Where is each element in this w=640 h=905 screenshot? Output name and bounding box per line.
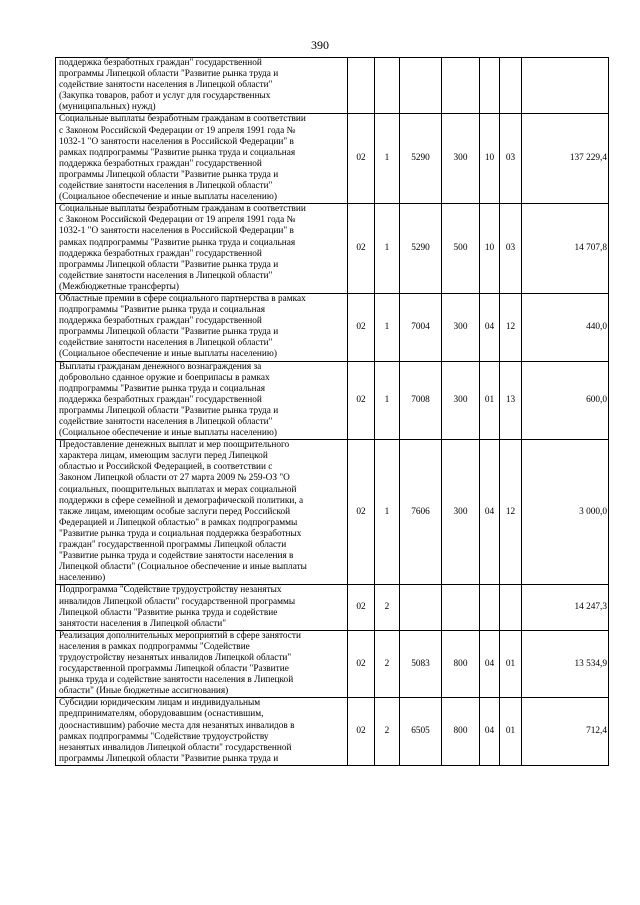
amount-cell: 3 000,0 [522, 440, 609, 585]
item-name-line: содействие занятости населения в Липецкой области" [59, 417, 273, 427]
expense-type-cell [442, 585, 480, 630]
item-name-line: государственной программы Липецкой области "Развитие [59, 664, 289, 675]
item-name-line: Липецкой области "Развитие рынка труда и содействие [59, 607, 278, 618]
item-name-line: Социальные выплаты безработным гражданам в соответствии [59, 114, 306, 125]
item-name-line: (Межбюджетные трансферты) [59, 281, 180, 292]
item-name-line: населения в рамках подпрограммы "Содействие [59, 641, 250, 652]
amount-cell: 137 229,4 [522, 114, 609, 204]
expense-type-cell: 300 [442, 361, 480, 440]
item-name-line: поддержка безработных граждан" государственной [59, 58, 262, 68]
table-row [56, 58, 609, 114]
item-name-line: Федерацией и Липецкой областью" в рамках подпрограммы [59, 517, 298, 528]
page-number: 390 [311, 38, 329, 52]
item-name-line: (Закупка товаров, работ и услуг для государственных [59, 91, 271, 102]
table-row [56, 293, 609, 361]
section-cell: 04 [480, 698, 500, 766]
item-name-line: программы Липецкой области "Развитие рынка труда и [59, 69, 279, 80]
item-name-cell [56, 440, 348, 585]
item-name-line: Законом Липецкой области от 27 марта 2009 № 259-ОЗ "О [59, 473, 290, 484]
main-event-code-cell: 6505 [400, 698, 442, 766]
table-row [56, 630, 609, 698]
item-name-line: рамках подпрограммы "Развитие рынка труда и социальная [59, 237, 296, 248]
item-name-line: содействие занятости населения в Липецкой области" [59, 181, 273, 192]
subsection-cell: 12 [500, 293, 522, 361]
section-cell [480, 585, 500, 630]
item-name-line: трудоустройству незанятых инвалидов Липецкой области" [59, 652, 292, 663]
item-name-line: граждан" государственной программы Липецкой области [59, 540, 287, 551]
section-cell [480, 58, 500, 114]
subsection-cell [500, 58, 522, 114]
table-row [56, 585, 609, 630]
item-name-line: "Развитие рынка труда и социальная поддержка безработных [59, 528, 302, 539]
section-cell: 01 [480, 361, 500, 440]
item-name-line: содействие занятости населения в Липецкой области" [59, 270, 273, 281]
subsection-cell [500, 585, 522, 630]
item-name-line: рамках подпрограммы "Развитие рынка труда и социальная [59, 147, 296, 158]
item-name-cell [56, 114, 348, 204]
item-name-cell [56, 585, 348, 630]
budget-table-body [56, 58, 609, 766]
program-code-cell [348, 58, 375, 114]
amount-cell: 600,0 [522, 361, 609, 440]
expense-type-cell: 300 [442, 293, 480, 361]
expense-type-cell [442, 58, 480, 114]
subsection-cell: 01 [500, 698, 522, 766]
item-name-line: 1032-1 "О занятости населения в Российской Федерации" в [59, 226, 294, 237]
item-name-line: программы Липецкой области "Развитие рынка труда и [59, 405, 279, 416]
program-code-cell: 02 [348, 361, 375, 440]
item-name-line: Предоставление денежных выплат и мер поощрительного [59, 440, 290, 451]
section-cell: 04 [480, 630, 500, 698]
section-cell: 04 [480, 440, 500, 585]
amount-cell [522, 58, 609, 114]
main-event-code-cell: 7606 [400, 440, 442, 585]
item-name-line: программы Липецкой области "Развитие рынка труда и [59, 753, 279, 764]
section-cell: 10 [480, 204, 500, 294]
expense-type-cell: 300 [442, 114, 480, 204]
program-code-cell: 02 [348, 698, 375, 766]
item-name-line: рамках подпрограммы "Содействие трудоустройству [59, 731, 269, 742]
item-name-line: поддержки в сфере семейной и демографической политики, а [59, 495, 304, 506]
subsection-cell: 03 [500, 204, 522, 294]
item-name-line: Субсидии юридическим лицам и индивидуальным [59, 698, 261, 709]
item-name-cell [56, 293, 348, 361]
item-name-cell [56, 630, 348, 698]
item-name-line: Выплаты гражданам денежного вознаграждения за [59, 361, 262, 372]
item-name-line: добровольно сданное оружие и боеприпасы в рамках [59, 372, 270, 383]
item-name-cell [56, 698, 348, 766]
subprogram-code-cell [375, 58, 400, 114]
item-name-line: программы Липецкой области "Развитие рынка труда и [59, 327, 279, 338]
item-name-line: поддержка безработных граждан" государственной [59, 316, 262, 327]
expense-type-cell: 500 [442, 204, 480, 294]
item-name-cell [56, 361, 348, 440]
main-event-code-cell: 5083 [400, 630, 442, 698]
item-name-line: незанятых инвалидов Липецкой области" государственной [59, 742, 292, 753]
subsection-cell: 12 [500, 440, 522, 585]
item-name-line: с Законом Российской Федерации от 19 апреля 1991 года № [59, 215, 296, 226]
table-row [56, 440, 609, 585]
item-name-line: характера лицам, имеющим заслуги перед Липецкой [59, 451, 268, 462]
item-name-line: Подпрограмма "Содействие трудоустройству незанятых [59, 585, 282, 596]
main-event-code-cell: 7004 [400, 293, 442, 361]
item-name-line: (муниципальных) нужд) [59, 102, 156, 113]
amount-cell: 14 247,3 [522, 585, 609, 630]
item-name-line: занятости населения в Липецкой области" [59, 618, 227, 629]
main-event-code-cell [400, 585, 442, 630]
item-name-line: с Законом Российской Федерации от 19 апреля 1991 года № [59, 125, 296, 136]
item-name-line: инвалидов Липецкой области" государственной программы [59, 596, 296, 607]
subprogram-code-cell: 2 [375, 585, 400, 630]
subsection-cell: 03 [500, 114, 522, 204]
expense-type-cell: 300 [442, 440, 480, 585]
main-event-code-cell: 7008 [400, 361, 442, 440]
item-name-line: Областные премии в сфере социального партнерства в рамках [59, 293, 306, 304]
item-name-cell [56, 58, 348, 114]
program-code-cell: 02 [348, 293, 375, 361]
item-name-line: поддержка безработных граждан" государственной [59, 248, 262, 259]
subprogram-code-cell: 1 [375, 204, 400, 294]
item-name-line: дооснастившим) рабочие места для незанятых инвалидов в [59, 720, 295, 731]
table-row [56, 114, 609, 204]
item-name-line: подпрограммы "Развитие рынка труда и социальная [59, 305, 266, 316]
item-name-line: предпринимателям, оборудовавшим (оснастившим, [59, 709, 264, 720]
item-name-line: содействие занятости населения в Липецкой области" [59, 338, 273, 349]
subprogram-code-cell: 2 [375, 630, 400, 698]
item-name-line: подпрограммы "Развитие рынка труда и социальная [59, 383, 266, 394]
program-code-cell: 02 [348, 440, 375, 585]
subprogram-code-cell: 1 [375, 293, 400, 361]
subprogram-code-cell: 2 [375, 698, 400, 766]
item-name-line: программы Липецкой области "Развитие рынка труда и [59, 259, 279, 270]
main-event-code-cell: 5290 [400, 114, 442, 204]
amount-cell: 440,0 [522, 293, 609, 361]
amount-cell: 13 534,9 [522, 630, 609, 698]
item-name-line: социальных, поощрительных выплатах и мерах социальной [59, 484, 297, 495]
program-code-cell: 02 [348, 204, 375, 294]
subprogram-code-cell: 1 [375, 440, 400, 585]
main-event-code-cell: 5290 [400, 204, 442, 294]
subprogram-code-cell: 1 [375, 361, 400, 440]
item-name-line: области" (Иные бюджетные ассигнования) [59, 686, 229, 697]
expense-type-cell: 800 [442, 698, 480, 766]
item-name-line: Реализация дополнительных мероприятий в сфере занятости [59, 630, 301, 641]
item-name-line: программы Липецкой области "Развитие рынка труда и [59, 169, 279, 180]
item-name-line: "Развитие рынка труда и содействие занятости населения в [59, 551, 294, 562]
program-code-cell: 02 [348, 630, 375, 698]
item-name-line: (Социальное обеспечение и иные выплаты населению) [59, 428, 277, 439]
item-name-cell [56, 204, 348, 294]
item-name-line: Социальные выплаты безработным гражданам в соответствии [59, 204, 306, 215]
section-cell: 10 [480, 114, 500, 204]
item-name-line: поддержка безработных граждан" государственной [59, 394, 262, 405]
item-name-line: (Социальное обеспечение и иные выплаты населению) [59, 349, 277, 360]
program-code-cell: 02 [348, 585, 375, 630]
table-row [56, 361, 609, 440]
section-cell: 04 [480, 293, 500, 361]
item-name-line: Липецкой области" (Социальное обеспечение и иные выплаты [59, 562, 307, 573]
item-name-line: рынка труда и содействие занятости населения в Липецкой [59, 675, 294, 686]
item-name-line: населению) [59, 573, 106, 584]
budget-table [55, 57, 609, 766]
amount-cell: 14 707,8 [522, 204, 609, 294]
main-event-code-cell [400, 58, 442, 114]
subprogram-code-cell: 1 [375, 114, 400, 204]
item-name-line: 1032-1 "О занятости населения в Российской Федерации" в [59, 136, 294, 147]
item-name-line: поддержка безработных граждан" государственной [59, 158, 262, 169]
amount-cell: 712,4 [522, 698, 609, 766]
program-code-cell: 02 [348, 114, 375, 204]
expense-type-cell: 800 [442, 630, 480, 698]
table-row [56, 698, 609, 766]
subsection-cell: 01 [500, 630, 522, 698]
item-name-line: содействие занятости населения в Липецкой области" [59, 80, 273, 91]
subsection-cell: 13 [500, 361, 522, 440]
item-name-line: областью и Российской Федерацией, в соответствии с [59, 462, 273, 473]
item-name-line: (Социальное обеспечение и иные выплаты населению) [59, 192, 277, 203]
item-name-line: также лицам, имеющим особые заслуги перед Российской [59, 506, 291, 517]
table-row [56, 204, 609, 294]
